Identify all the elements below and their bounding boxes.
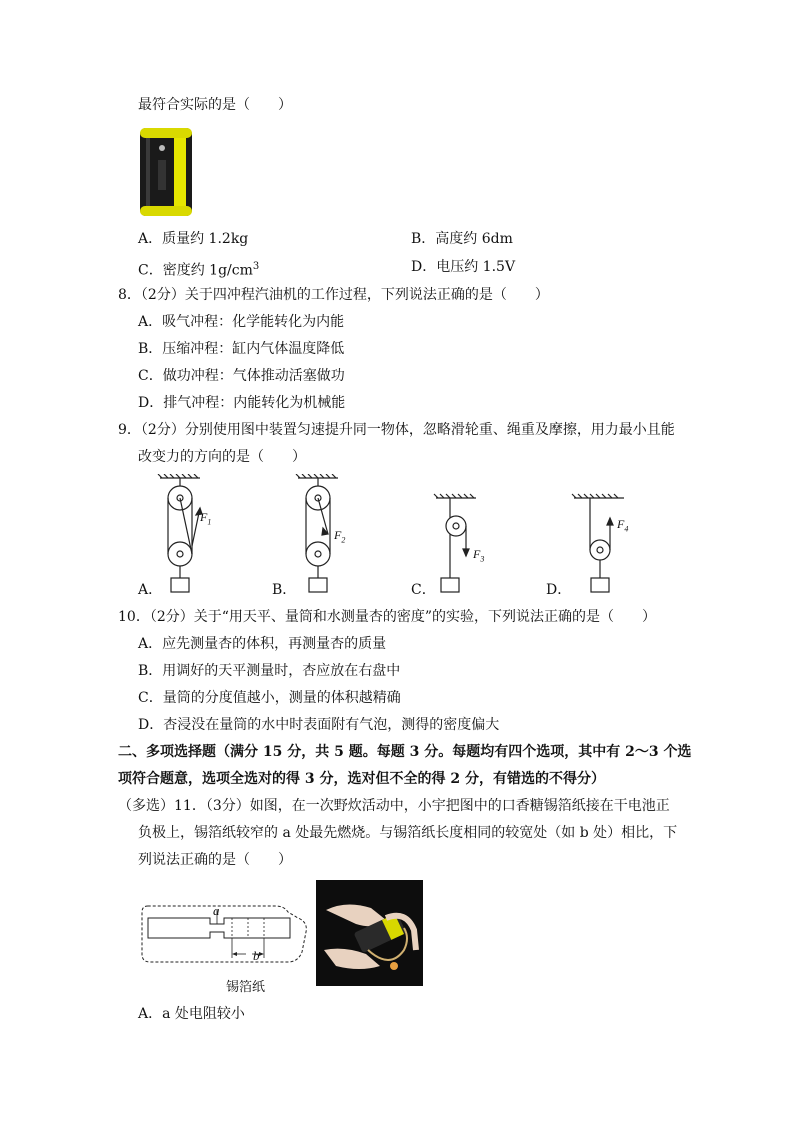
q7-stem-tail: 最符合实际的是（ ） — [138, 97, 292, 113]
tin-foil-label-a: a — [213, 903, 220, 918]
pulley-c — [434, 494, 476, 592]
pulley-d — [572, 494, 624, 592]
q7-option-c — [138, 257, 259, 281]
tin-foil-label-b: b — [253, 948, 260, 963]
q9-stem-line1: 9．（2分）分别使用图中装置匀速提升同一物体，忽略滑轮重、绳重及摩擦，用力最小且能 — [118, 422, 675, 438]
q9-stem-line2: 改变力的方向的是（ ） — [138, 449, 306, 465]
battery-hand-photo — [316, 880, 423, 986]
q10-option-b: B．用调好的天平测量时，杏应放在右盘中 — [138, 663, 401, 679]
q11-option-a: A．a 处电阻较小 — [138, 1006, 245, 1022]
pulley-a — [158, 474, 202, 592]
force-label-f4-letter: F — [617, 517, 625, 531]
force-label-f1-letter: F — [200, 510, 208, 524]
pulley-b — [296, 474, 338, 592]
q10-stem: 10．（2分）关于“用天平、量筒和水测量杏的密度”的实验，下列说法正确的是（ ） — [118, 609, 657, 625]
section2-heading-line1: 二、多项选择题（满分 15 分，共 5 题。每题 3 分。每题均有四个选项，其中有 2～3 个选 — [118, 744, 692, 760]
q10-option-c: C．量筒的分度值越小，测量的体积越精确 — [138, 690, 401, 706]
force-label-f1 — [200, 507, 211, 532]
force-label-f2-letter: F — [334, 528, 342, 542]
force-label-f4 — [617, 514, 628, 539]
q9-choice-d: D． — [546, 582, 572, 598]
pulley-figures — [130, 474, 690, 600]
force-label-f3-sub: 3 — [480, 554, 485, 564]
q11-stem-line1: （多选）11．（3分）如图，在一次野炊活动中，小宇把图中的口香糖锡箔纸接在干电池正 — [118, 798, 670, 814]
q8-option-a: A．吸气冲程：化学能转化为内能 — [138, 314, 345, 330]
tin-foil-diagram — [138, 892, 310, 976]
q11-stem-line2: 负极上，锡箔纸较窄的 a 处最先燃烧。与锡箔纸长度相同的较宽处（如 b 处）相比，下 — [138, 825, 678, 841]
tin-foil-caption: 锡箔纸 — [226, 980, 266, 995]
q8-option-b: B．压缩冲程：缸内气体温度降低 — [138, 341, 345, 357]
force-label-f4-sub: 4 — [624, 524, 629, 534]
force-label-f1-sub: 1 — [207, 517, 212, 527]
force-label-f3 — [473, 544, 484, 569]
force-label-f2-sub: 2 — [341, 535, 346, 545]
q8-option-d: D．排气冲程：内能转化为机械能 — [138, 395, 346, 411]
q8-stem: 8．（2分）关于四冲程汽油机的工作过程，下列说法正确的是（ ） — [118, 287, 549, 303]
q9-choice-c: C． — [411, 582, 436, 598]
q10-option-d: D．杏浸没在量筒的水中时表面附有气泡，测得的密度偏大 — [138, 717, 500, 733]
battery-image — [138, 126, 194, 218]
force-label-f2 — [334, 525, 345, 550]
q8-option-c: C．做功冲程：气体推动活塞做功 — [138, 368, 345, 384]
q9-choice-a: A． — [138, 582, 163, 598]
section2-heading-line2: 项符合题意，选项全选对的得 3 分，选对但不全的得 2 分，有错选的不得分） — [118, 771, 605, 787]
force-label-f3-letter: F — [473, 547, 481, 561]
q10-option-a: A．应先测量杏的体积，再测量杏的质量 — [138, 636, 387, 652]
q7-option-a: A．质量约 1.2kg — [138, 231, 249, 247]
q9-choice-b: B． — [272, 582, 297, 598]
q7-option-c-sup: 3 — [252, 261, 260, 272]
q11-stem-line3: 列说法正确的是（ ） — [138, 852, 292, 868]
q7-option-d: D．电压约 1.5V — [411, 259, 516, 275]
q7-option-c-text: C．密度约 1g/cm — [138, 262, 253, 279]
q7-option-b: B．高度约 6dm — [411, 231, 513, 247]
